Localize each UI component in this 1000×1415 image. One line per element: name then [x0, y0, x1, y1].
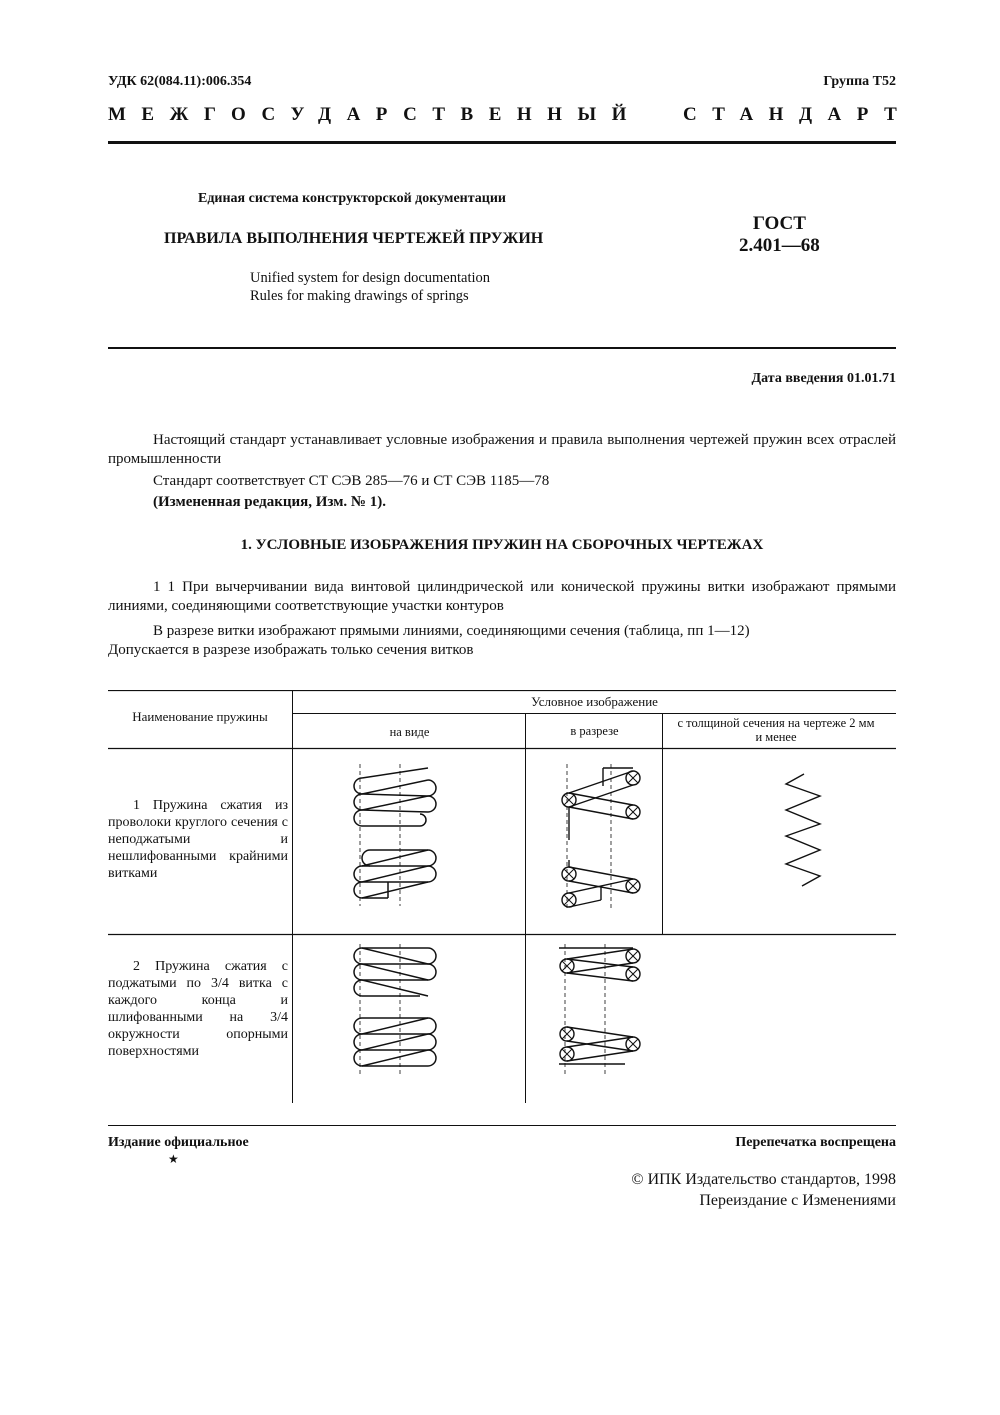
row-2-text-c: окружности опорными поверхностями — [108, 1027, 288, 1059]
spring-2-view-drawing — [340, 942, 440, 1077]
english-line-1: Unified system for design documentation — [250, 270, 491, 286]
title-rule — [108, 347, 896, 349]
group-code: Группа Т52 — [823, 74, 896, 89]
section-paragraph-1: 1 1 При вычерчивании вида винтовой цилиндрической или конической пружины витки изображают прямыми линиями, соединяющими соответствующие участки контуров — [108, 579, 896, 614]
fraction-three-quarters: 3/4 — [210, 976, 229, 991]
star-mark: ★ — [168, 1152, 179, 1166]
gost-designation — [739, 213, 820, 257]
section-paragraph-2: В разрезе витки изображают прямыми линиями, соединяющими сечения (таблица, пп 1—12) — [153, 623, 750, 639]
official-edition: Издание официальное — [108, 1135, 249, 1150]
copyright-block — [631, 1169, 896, 1211]
column-header-section: в разрезе — [570, 724, 619, 738]
section-paragraph-3: Допускается в разрезе изображать только сечения витков — [108, 642, 474, 658]
system-name: Единая система конструкторской документации — [198, 191, 506, 206]
udk-code: УДК 62(084.11):006.354 — [108, 74, 252, 89]
copyright-line: © ИПК Издательство стандартов, 1998 — [631, 1171, 896, 1188]
intro-paragraph: Настоящий стандарт устанавливает условные изображения и правила выполнения чертежей пружин всех отраслей промышленности — [108, 432, 896, 467]
column-header-thin: с толщиной сечения на чертеже 2 мм и менее — [677, 716, 875, 744]
row-1-name: 1 Пружина сжатия из проволоки круглого сечения с неподжатыми и нешлифованными крайними витками — [108, 798, 288, 881]
english-line-2: Rules for making drawings of springs — [250, 288, 469, 304]
row-2-text-a: 2 Пружина сжатия с поджатыми по — [108, 959, 288, 991]
introduction-date: Дата введения 01.01.71 — [751, 371, 896, 386]
column-header-name: Наименование пружины — [132, 709, 268, 724]
header-rule — [108, 141, 896, 144]
reprint-notice: Перепечатка воспрещена — [735, 1135, 896, 1150]
document-title: ПРАВИЛА ВЫПОЛНЕНИЯ ЧЕРТЕЖЕЙ ПРУЖИН — [164, 230, 544, 247]
row-2-text-b: витка с каждого конца и шлифованными на — [108, 976, 288, 1025]
gost-number: 2.401—68 — [739, 235, 820, 256]
fraction-three-quarters: 3/4 — [270, 1010, 288, 1025]
gost-label: ГОСТ — [752, 213, 806, 234]
banner-interstate: МЕЖГОСУДАРСТВЕННЫЙ — [108, 104, 642, 125]
compliance-paragraph: Стандарт соответствует СТ СЭВ 285—76 и СТ СЭВ 1185—78 — [153, 473, 550, 489]
column-header-view: на виде — [389, 725, 430, 739]
spring-2-section-drawing — [545, 942, 645, 1077]
amendment-note: (Измененная редакция, Изм. № 1). — [153, 494, 387, 510]
english-title — [250, 269, 490, 305]
spring-1-section-drawing — [545, 760, 645, 912]
banner-standard: СТАНДАРТ — [683, 104, 913, 125]
footer-rule — [108, 1125, 896, 1126]
section-title: 1. УСЛОВНЫЕ ИЗОБРАЖЕНИЯ ПРУЖИН НА СБОРОЧНЫХ ЧЕРТЕЖАХ — [240, 537, 764, 553]
spring-1-thin-drawing — [780, 770, 830, 890]
spring-1-view-drawing — [340, 760, 440, 910]
column-group-header: Условное изображение — [531, 694, 658, 709]
row-2-name — [108, 958, 288, 1060]
reissue-line: Переиздание с Изменениями — [699, 1192, 896, 1209]
